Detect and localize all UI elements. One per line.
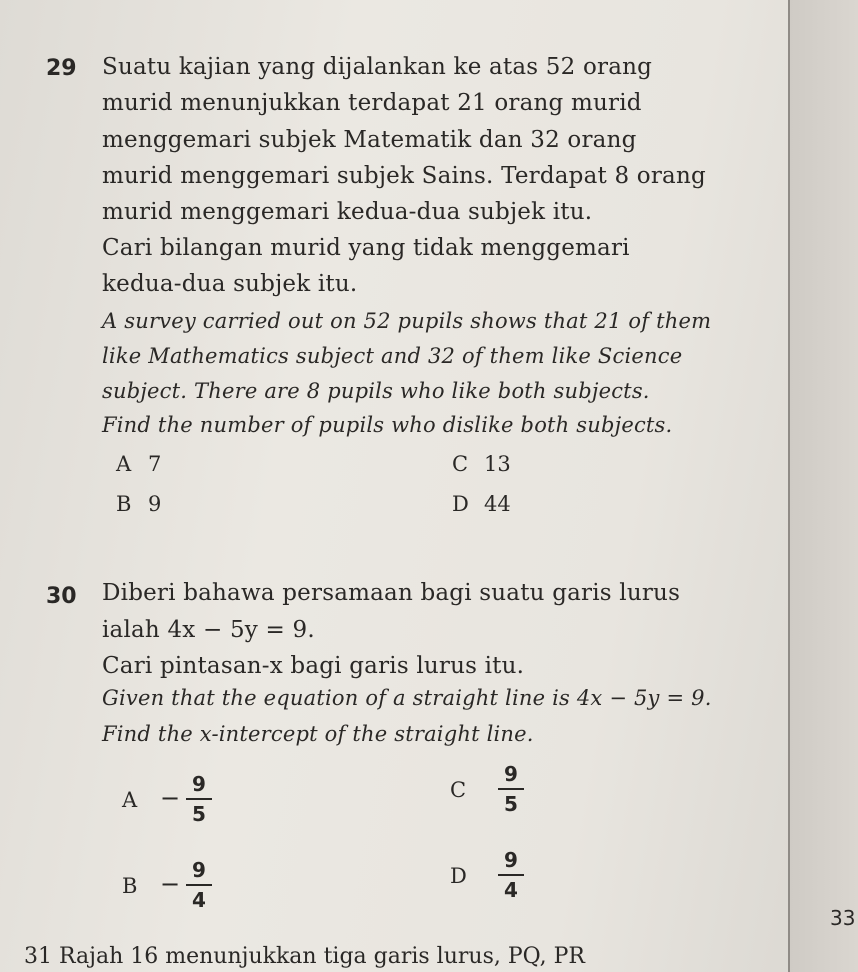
q30-option-b[interactable] — [122, 858, 242, 918]
option-value: 9 — [148, 492, 162, 516]
fraction — [498, 762, 524, 816]
q29-english-line-4: Find the number of pupils who dislike both subjects. — [102, 413, 673, 437]
option-letter: D — [452, 492, 469, 516]
q30-english-line-2: Find the x-intercept of the straight line. — [102, 722, 534, 746]
q29-option-b[interactable] — [116, 492, 161, 516]
question-33-number: 33 — [830, 906, 856, 930]
numerator: 9 — [504, 848, 518, 872]
minus-sign: − — [160, 784, 181, 812]
q29-malay-line-5: murid menggemari kedua-dua subjek itu. — [102, 199, 593, 225]
q30-option-d[interactable] — [450, 848, 550, 908]
q29-malay-line-6: Cari bilangan murid yang tidak menggemari — [102, 235, 630, 261]
fraction-bar — [498, 874, 524, 876]
q29-english-line-3: subject. There are 8 pupils who like both subjects. — [102, 379, 650, 403]
question-31-partial: 31 Rajah 16 menunjukkan tiga garis lurus, PQ, PR — [24, 944, 585, 969]
question-number: 30 — [46, 584, 77, 609]
q29-malay-line-1: Suatu kajian yang dijalankan ke atas 52 orang — [102, 54, 653, 80]
option-letter: C — [450, 778, 467, 802]
q29-malay-line-7: kedua-dua subjek itu. — [102, 271, 358, 297]
option-letter: A — [122, 788, 138, 812]
q30-malay-line-1: Diberi bahawa persamaan bagi suatu garis lurus — [102, 580, 681, 606]
q29-option-a[interactable] — [116, 452, 161, 476]
fraction-bar — [186, 798, 212, 800]
fraction — [186, 772, 212, 826]
option-letter: B — [122, 874, 138, 898]
option-letter: C — [452, 452, 469, 476]
q30-malay-line-3: Cari pintasan-x bagi garis lurus itu. — [102, 653, 525, 679]
q30-option-c[interactable] — [450, 762, 550, 822]
q29-malay-line-3: menggemari subjek Matematik dan 32 orang — [102, 127, 637, 153]
minus-sign: − — [160, 870, 181, 898]
q29-english-line-1: A survey carried out on 52 pupils shows that 21 of them — [102, 309, 712, 333]
page-edge — [788, 0, 858, 972]
denominator: 4 — [504, 878, 518, 902]
fraction — [498, 848, 524, 902]
option-letter: A — [116, 452, 132, 476]
fraction-bar — [498, 788, 524, 790]
q29-option-d[interactable] — [452, 492, 511, 516]
option-value: 7 — [148, 452, 162, 476]
q30-malay-line-2: ialah 4x − 5y = 9. — [102, 617, 315, 643]
q29-english-line-2: like Mathematics subject and 32 of them like Science — [102, 344, 683, 368]
numerator: 9 — [192, 858, 206, 882]
option-letter: B — [116, 492, 132, 516]
q29-malay-line-4: murid menggemari subjek Sains. Terdapat 8 orang — [102, 163, 706, 189]
q30-option-a[interactable] — [122, 772, 242, 832]
numerator: 9 — [504, 762, 518, 786]
denominator: 5 — [192, 802, 206, 826]
denominator: 5 — [504, 792, 518, 816]
fraction-bar — [186, 884, 212, 886]
fraction — [186, 858, 212, 912]
q29-option-c[interactable] — [452, 452, 511, 476]
denominator: 4 — [192, 888, 206, 912]
option-letter: D — [450, 864, 467, 888]
option-value: 44 — [484, 492, 511, 516]
numerator: 9 — [192, 772, 206, 796]
q29-malay-line-2: murid menunjukkan terdapat 21 orang murid — [102, 90, 642, 116]
option-value: 13 — [484, 452, 511, 476]
question-number: 29 — [46, 56, 77, 81]
q30-english-line-1: Given that the equation of a straight line is 4x − 5y = 9. — [102, 686, 712, 710]
